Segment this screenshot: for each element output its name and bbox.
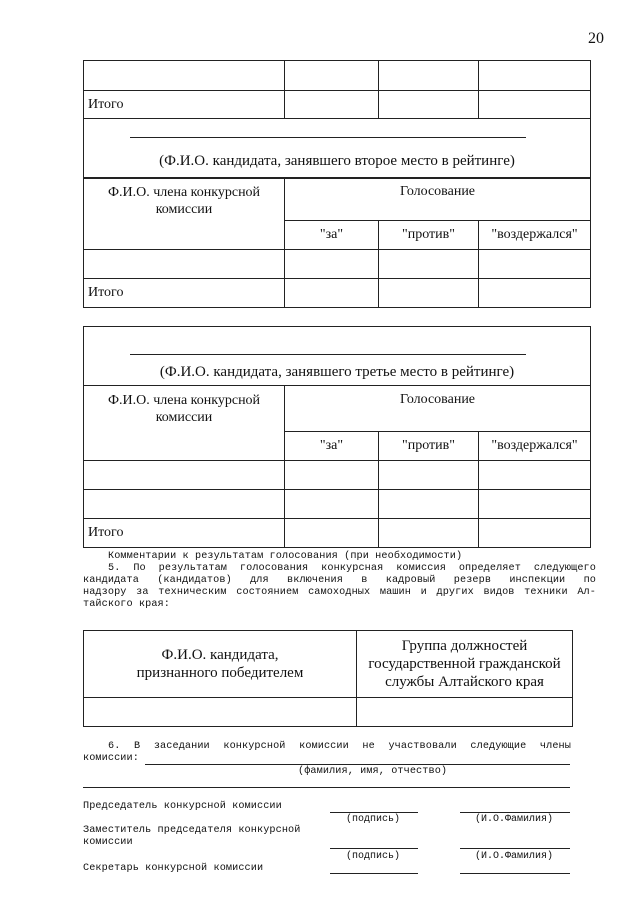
member-header: Ф.И.О. члена конкурсной комиссии: [84, 178, 285, 250]
header-row: [84, 178, 591, 221]
col-abstain: "воздержался": [479, 221, 591, 250]
winner-name-header: Ф.И.О. кандидата, признанного победителем: [84, 631, 357, 698]
candidate-title-row: [84, 119, 591, 178]
candidate-name-line: [130, 354, 526, 355]
chairman-name-line: [460, 812, 570, 813]
candidate-title: (Ф.И.О. кандидата, занявшего второе место в рейтинге): [159, 153, 515, 169]
deputy-name-line: [460, 848, 570, 849]
comments-line: Комментарии к результатам голосования (при необходимости): [108, 551, 463, 562]
candidate-name-line: [130, 137, 526, 138]
member-header: Ф.И.О. члена конкурсной комиссии: [84, 386, 285, 461]
col-against: "против": [379, 432, 479, 461]
total-row: [84, 279, 591, 308]
deputy-sign-caption: (подпись): [346, 851, 401, 862]
total-row: [84, 519, 591, 548]
table-row: [84, 61, 591, 91]
header-row: [84, 631, 573, 698]
header-row: [84, 386, 591, 432]
votes-table-third-candidate: [83, 326, 591, 548]
voting-header: Голосование: [285, 386, 591, 432]
deputy-name-caption: (И.О.Фамилия): [475, 851, 554, 862]
total-label: Итого: [84, 519, 285, 548]
total-label: Итого: [84, 91, 285, 119]
paragraph-5: 5. По результатам голосования конкурсная комиссия определяет следующего кандидата (кандидатов) для включения в кадровый резерв инспекции по надзору за техническим состоянием самоходных машин и других видов техники Ал- тайского края:: [83, 563, 596, 610]
total-row: [84, 91, 591, 119]
candidate-title: (Ф.И.О. кандидата, занявшего третье место в рейтинге): [159, 364, 515, 380]
col-for: "за": [285, 221, 379, 250]
deputy-sign-line: [330, 848, 418, 849]
col-for: "за": [285, 432, 379, 461]
total-label: Итого: [84, 279, 285, 308]
chairman-sign-line: [330, 812, 418, 813]
absent-members-line: [145, 764, 570, 765]
secretary-sign-line: [330, 873, 418, 874]
secretary-label: Секретарь конкурсной комиссии: [83, 863, 264, 874]
table-row: [84, 698, 573, 727]
absent-members-caption: (фамилия, имя, отчество): [298, 766, 448, 777]
chairman-sign-caption: (подпись): [346, 814, 401, 825]
candidate-title-row: [84, 327, 591, 386]
position-group-header: Группа должностей государственной гражданской службы Алтайского края: [357, 631, 573, 698]
voting-header: Голосование: [285, 178, 591, 221]
absent-members-line-2: [83, 787, 570, 788]
winner-table: [83, 630, 573, 727]
deputy-label: Заместитель председателя конкурсной комиссии: [83, 825, 301, 848]
paragraph-6: 6. В заседании конкурсной комиссии не участвовали следующие члены комиссии:: [83, 741, 571, 764]
table-row: [84, 490, 591, 519]
table-row: [84, 250, 591, 279]
page-number: 20: [588, 30, 604, 47]
chairman-label: Председатель конкурсной комиссии: [83, 801, 282, 812]
votes-table-second-candidate: [83, 118, 591, 308]
table-row: [84, 461, 591, 490]
secretary-name-line: [460, 873, 570, 874]
col-against: "против": [379, 221, 479, 250]
col-abstain: "воздержался": [479, 432, 591, 461]
chairman-name-caption: (И.О.Фамилия): [475, 814, 554, 825]
